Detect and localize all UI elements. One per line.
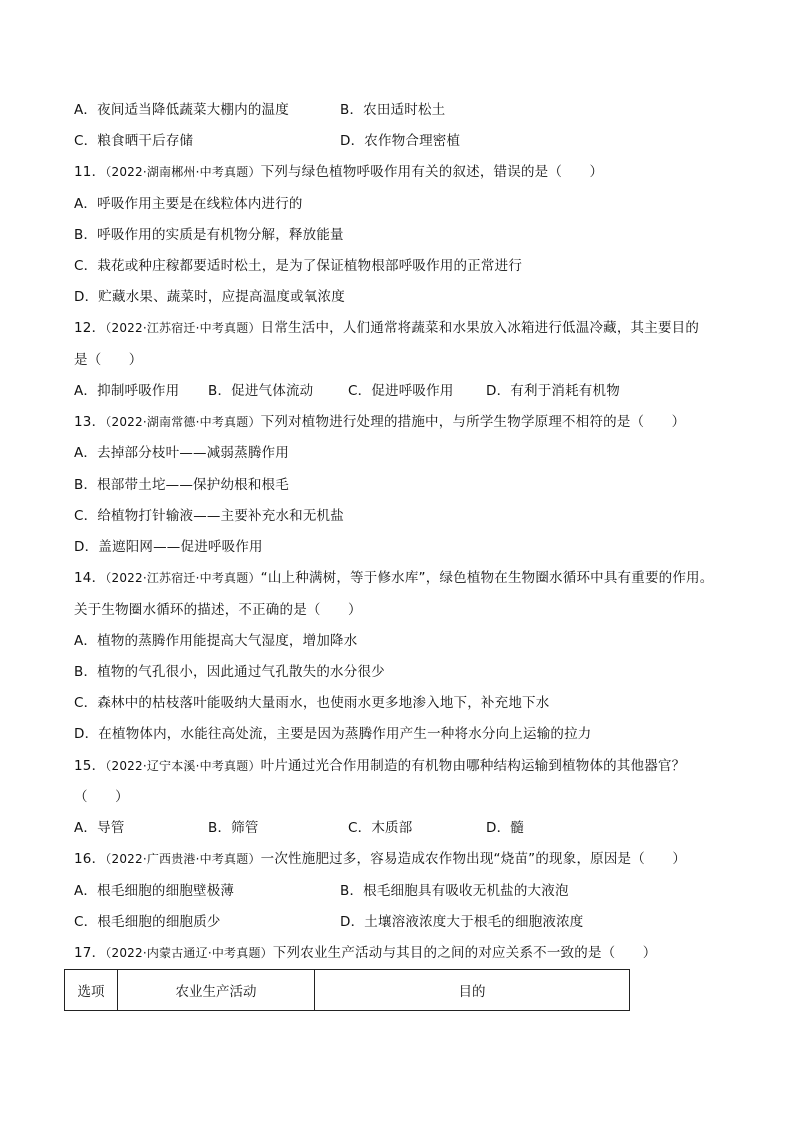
- question-number: 12．: [74, 320, 106, 336]
- q13-option-a: A．去掉部分枝叶——减弱蒸腾作用: [74, 445, 289, 461]
- question-number: 11．: [74, 164, 106, 180]
- q12-stem-cont: 是（ ）: [74, 352, 143, 368]
- q13-option-c: C．给植物打针输液——主要补充水和无机盐: [74, 508, 344, 524]
- q10-option-d: D．农作物合理密植: [340, 133, 461, 149]
- q10-option-c: C．粮食晒干后存储: [74, 133, 194, 149]
- q13-option-d: D．盖遮阳网——促进呼吸作用: [74, 539, 263, 555]
- q14-stem: [74, 568, 713, 588]
- q11-option-a: A．呼吸作用主要是在线粒体内进行的: [74, 196, 303, 212]
- question-number: 16．: [74, 851, 106, 867]
- q14-option-d: D．在植物体内，水能往高处流，主要是因为蒸腾作用产生一种将水分向上运输的拉力: [74, 726, 592, 742]
- question-source: （2022·湖南郴州·中考真题）: [105, 165, 261, 179]
- q15-option-b: B．筛管: [208, 820, 259, 836]
- question-number: 17．: [74, 945, 106, 961]
- question-text: 叶片通过光合作用制造的有机物由哪种结构运输到植物体的其他器官？: [260, 758, 686, 774]
- question-source: （2022·辽宁本溪·中考真题）: [105, 759, 261, 773]
- q10-option-a: A．夜间适当降低蔬菜大棚内的温度: [74, 102, 289, 118]
- question-number: 14．: [74, 570, 106, 586]
- q12-stem: [74, 318, 699, 338]
- q15-option-a: A．导管: [74, 820, 125, 836]
- table-header-activity: 农业生产活动: [118, 970, 315, 1011]
- q15-stem: [74, 756, 685, 776]
- question-source: （2022·江苏宿迁·中考真题）: [105, 571, 261, 585]
- q15-option-d: D．髓: [486, 820, 524, 836]
- q13-stem: [74, 412, 685, 432]
- q15-stem-cont: （ ）: [74, 789, 129, 805]
- q12-option-b: B．促进气体流动: [208, 383, 314, 399]
- question-source: （2022·湖南常德·中考真题）: [105, 415, 261, 429]
- question-text: “山上种满树，等于修水库”，绿色植物在生物圈水循环中具有重要的作用。: [260, 570, 714, 586]
- q10-option-b: B．农田适时松土: [340, 102, 446, 118]
- question-source: （2022·江苏宿迁·中考真题）: [105, 321, 261, 335]
- q16-stem: [74, 849, 686, 869]
- q14-option-b: B．植物的气孔很小，因此通过气孔散失的水分很少: [74, 664, 385, 680]
- table-header-purpose: 目的: [315, 970, 630, 1011]
- q16-option-c: C．根毛细胞的细胞质少: [74, 914, 221, 930]
- question-number: 15．: [74, 758, 106, 774]
- question-source: （2022·内蒙古通辽·中考真题）: [105, 946, 273, 960]
- q17-stem: [74, 943, 656, 963]
- question-text: 一次性施肥过多，容易造成农作物出现“烧苗”的现象，原因是（ ）: [260, 851, 687, 867]
- q11-stem: [74, 162, 603, 182]
- q11-option-c: C．栽花或种庄稼都要适时松土，是为了保证植物根部呼吸作用的正常进行: [74, 258, 523, 274]
- q15-option-c: C．木质部: [348, 820, 413, 836]
- question-text: 下列农业生产活动与其目的之间的对应关系不一致的是（ ）: [272, 945, 657, 961]
- q14-stem-cont: 关于生物圈水循环的描述，不正确的是（ ）: [74, 602, 362, 618]
- q12-option-c: C．促进呼吸作用: [348, 383, 454, 399]
- question-text: 日常生活中，人们通常将蔬菜和水果放入冰箱进行低温冷藏，其主要目的: [260, 320, 700, 336]
- question-number: 13．: [74, 414, 106, 430]
- q14-option-a: A．植物的蒸腾作用能提高大气湿度，增加降水: [74, 633, 358, 649]
- q11-option-d: D．贮藏水果、蔬菜时，应提高温度或氧浓度: [74, 289, 345, 305]
- question-text: 下列与绿色植物呼吸作用有关的叙述，错误的是（ ）: [260, 164, 604, 180]
- table-header-row: [65, 970, 630, 1011]
- q16-option-b: B．根毛细胞具有吸收无机盐的大液泡: [340, 883, 569, 899]
- question-source: （2022·广西贵港·中考真题）: [105, 852, 261, 866]
- q17-table: [64, 969, 630, 1011]
- q11-option-b: B．呼吸作用的实质是有机物分解，释放能量: [74, 227, 344, 243]
- q12-option-a: A．抑制呼吸作用: [74, 383, 180, 399]
- q16-option-d: D．土壤溶液浓度大于根毛的细胞液浓度: [340, 914, 584, 930]
- q14-option-c: C．森林中的枯枝落叶能吸纳大量雨水，也使雨水更多地渗入地下，补充地下水: [74, 695, 550, 711]
- q16-option-a: A．根毛细胞的细胞壁极薄: [74, 883, 235, 899]
- q12-option-d: D．有利于消耗有机物: [486, 383, 620, 399]
- table-header-option: 选项: [65, 970, 118, 1011]
- q13-option-b: B．根部带土坨——保护幼根和根毛: [74, 477, 289, 493]
- question-text: 下列对植物进行处理的措施中，与所学生物学原理不相符的是（ ）: [260, 414, 686, 430]
